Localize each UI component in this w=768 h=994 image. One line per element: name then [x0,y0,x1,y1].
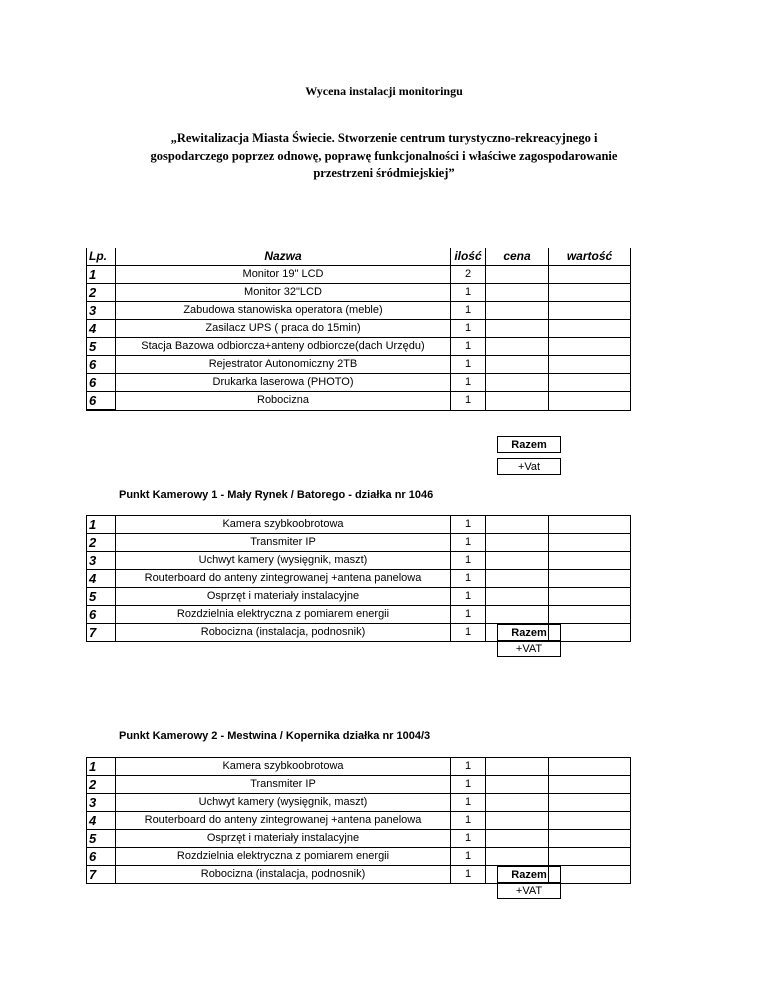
row-lp: 6 [87,356,116,374]
row-name: Monitor 19" LCD [116,266,451,284]
row-price [486,284,549,302]
header-qty: ilość [451,248,486,266]
table-row [87,284,631,302]
section2-title: Punkt Kamerowy 2 - Mestwina / Kopernika działka nr 1004/3 [119,730,431,742]
row-qty: 1 [451,758,486,776]
row-value [549,392,631,411]
row-qty: 1 [451,516,486,534]
row-lp: 7 [87,624,116,642]
row-price [486,374,549,392]
row-lp: 2 [87,284,116,302]
row-lp: 6 [87,848,116,866]
header-lp: Lp. [87,248,116,266]
row-lp: 2 [87,534,116,552]
row-lp: 3 [87,302,116,320]
row-lp: 7 [87,866,116,884]
row-price [486,758,549,776]
row-name: Routerboard do anteny zintegrowanej +antena panelowa [116,570,451,588]
row-name: Stacja Bazowa odbiorcza+anteny odbiorcze(dach Urzędu) [116,338,451,356]
row-lp: 4 [87,812,116,830]
table-row [87,776,631,794]
row-name: Uchwyt kamery (wysięgnik, maszt) [116,794,451,812]
section1-vat-label: +VAT [497,640,561,657]
row-value [549,302,631,320]
row-name: Kamera szybkoobrotowa [116,758,451,776]
row-name: Transmiter IP [116,534,451,552]
row-lp: 4 [87,570,116,588]
row-lp: 6 [87,374,116,392]
table-row [87,830,631,848]
row-value [549,516,631,534]
row-price [486,552,549,570]
row-qty: 1 [451,356,486,374]
table-row [87,374,631,392]
row-price [486,320,549,338]
row-name: Robocizna (instalacja, podnosnik) [116,624,451,642]
table-row [87,758,631,776]
row-price [486,570,549,588]
row-qty: 1 [451,848,486,866]
row-value [549,794,631,812]
row-lp: 1 [87,758,116,776]
main-price-table [86,248,631,411]
row-qty: 2 [451,266,486,284]
row-name: Routerboard do anteny zintegrowanej +antena panelowa [116,812,451,830]
main-razem-label: Razem [497,436,561,453]
row-price [486,776,549,794]
row-qty: 1 [451,552,486,570]
row-value [549,266,631,284]
row-name: Monitor 32"LCD [116,284,451,302]
row-qty: 1 [451,606,486,624]
row-value [549,534,631,552]
row-lp: 2 [87,776,116,794]
row-qty: 1 [451,866,486,884]
row-lp: 1 [87,266,116,284]
row-lp: 5 [87,588,116,606]
row-value [549,552,631,570]
row-price [486,392,549,411]
row-name: Rozdzielnia elektryczna z pomiarem energii [116,606,451,624]
row-qty: 1 [451,534,486,552]
row-value [549,606,631,624]
row-lp: 6 [87,392,116,411]
document-title: Wycena instalacji monitoringu [305,84,463,98]
table-row [87,356,631,374]
row-price [486,266,549,284]
row-name: Robocizna [116,392,451,411]
table-row [87,606,631,624]
header-value: wartość [549,248,631,266]
table-row [87,552,631,570]
row-lp: 6 [87,606,116,624]
section2-table [86,757,631,884]
table-row [87,812,631,830]
row-name: Rozdzielnia elektryczna z pomiarem energii [116,848,451,866]
row-qty: 1 [451,624,486,642]
table-header-row [87,248,631,266]
row-name: Robocizna (instalacja, podnosnik) [116,866,451,884]
table-row [87,588,631,606]
row-price [486,812,549,830]
row-value [549,588,631,606]
row-lp: 4 [87,320,116,338]
row-name: Zabudowa stanowiska operatora (meble) [116,302,451,320]
row-price [486,534,549,552]
header-price: cena [486,248,549,266]
document-subtitle [0,130,768,183]
row-lp: 5 [87,338,116,356]
row-name: Transmiter IP [116,776,451,794]
row-lp: 5 [87,830,116,848]
row-name: Zasilacz UPS ( praca do 15min) [116,320,451,338]
row-qty: 1 [451,392,486,411]
table-row [87,570,631,588]
row-price [486,794,549,812]
row-qty: 1 [451,794,486,812]
row-price [486,606,549,624]
main-vat-label: +Vat [497,458,561,475]
row-value [549,812,631,830]
table-row [87,794,631,812]
row-value [549,758,631,776]
table-row [87,516,631,534]
table-row [87,534,631,552]
section1-table [86,515,631,642]
row-price [486,302,549,320]
row-price [486,356,549,374]
row-price [486,338,549,356]
header-name: Nazwa [116,248,451,266]
section1-title: Punkt Kamerowy 1 - Mały Rynek / Batorego - działka nr 1046 [119,489,434,501]
row-value [549,356,631,374]
row-qty: 1 [451,588,486,606]
table-row [87,392,631,411]
row-value [549,776,631,794]
row-name: Rejestrator Autonomiczny 2TB [116,356,451,374]
table-row [87,338,631,356]
row-lp: 1 [87,516,116,534]
row-qty: 1 [451,284,486,302]
row-value [549,848,631,866]
row-lp: 3 [87,552,116,570]
row-value [549,320,631,338]
subtitle-line: gospodarczego poprzez odnowę, poprawę funkcjonalności i właściwe zagospodarowanie [150,148,618,163]
row-qty: 1 [451,374,486,392]
row-qty: 1 [451,570,486,588]
row-name: Uchwyt kamery (wysięgnik, maszt) [116,552,451,570]
table-row [87,266,631,284]
row-value [549,374,631,392]
row-qty: 1 [451,812,486,830]
row-qty: 1 [451,302,486,320]
row-name: Osprzęt i materiały instalacyjne [116,588,451,606]
row-price [486,588,549,606]
row-name: Osprzęt i materiały instalacyjne [116,830,451,848]
row-qty: 1 [451,338,486,356]
row-qty: 1 [451,320,486,338]
row-name: Kamera szybkoobrotowa [116,516,451,534]
subtitle-line: „Rewitalizacja Miasta Świecie. Stworzenie centrum turystyczno-rekreacyjnego i [170,131,598,145]
row-lp: 3 [87,794,116,812]
section2-razem-label: Razem [497,866,561,883]
row-value [549,830,631,848]
table-row [87,848,631,866]
table-row [87,302,631,320]
row-price [486,516,549,534]
row-qty: 1 [451,830,486,848]
section1-razem-label: Razem [497,624,561,641]
row-qty: 1 [451,776,486,794]
table-row [87,320,631,338]
subtitle-line: przestrzeni śródmiejskiej” [313,166,455,180]
row-price [486,848,549,866]
row-value [549,570,631,588]
row-price [486,830,549,848]
row-name: Drukarka laserowa (PHOTO) [116,374,451,392]
section2-vat-label: +VAT [497,882,561,899]
row-value [549,338,631,356]
row-value [549,284,631,302]
